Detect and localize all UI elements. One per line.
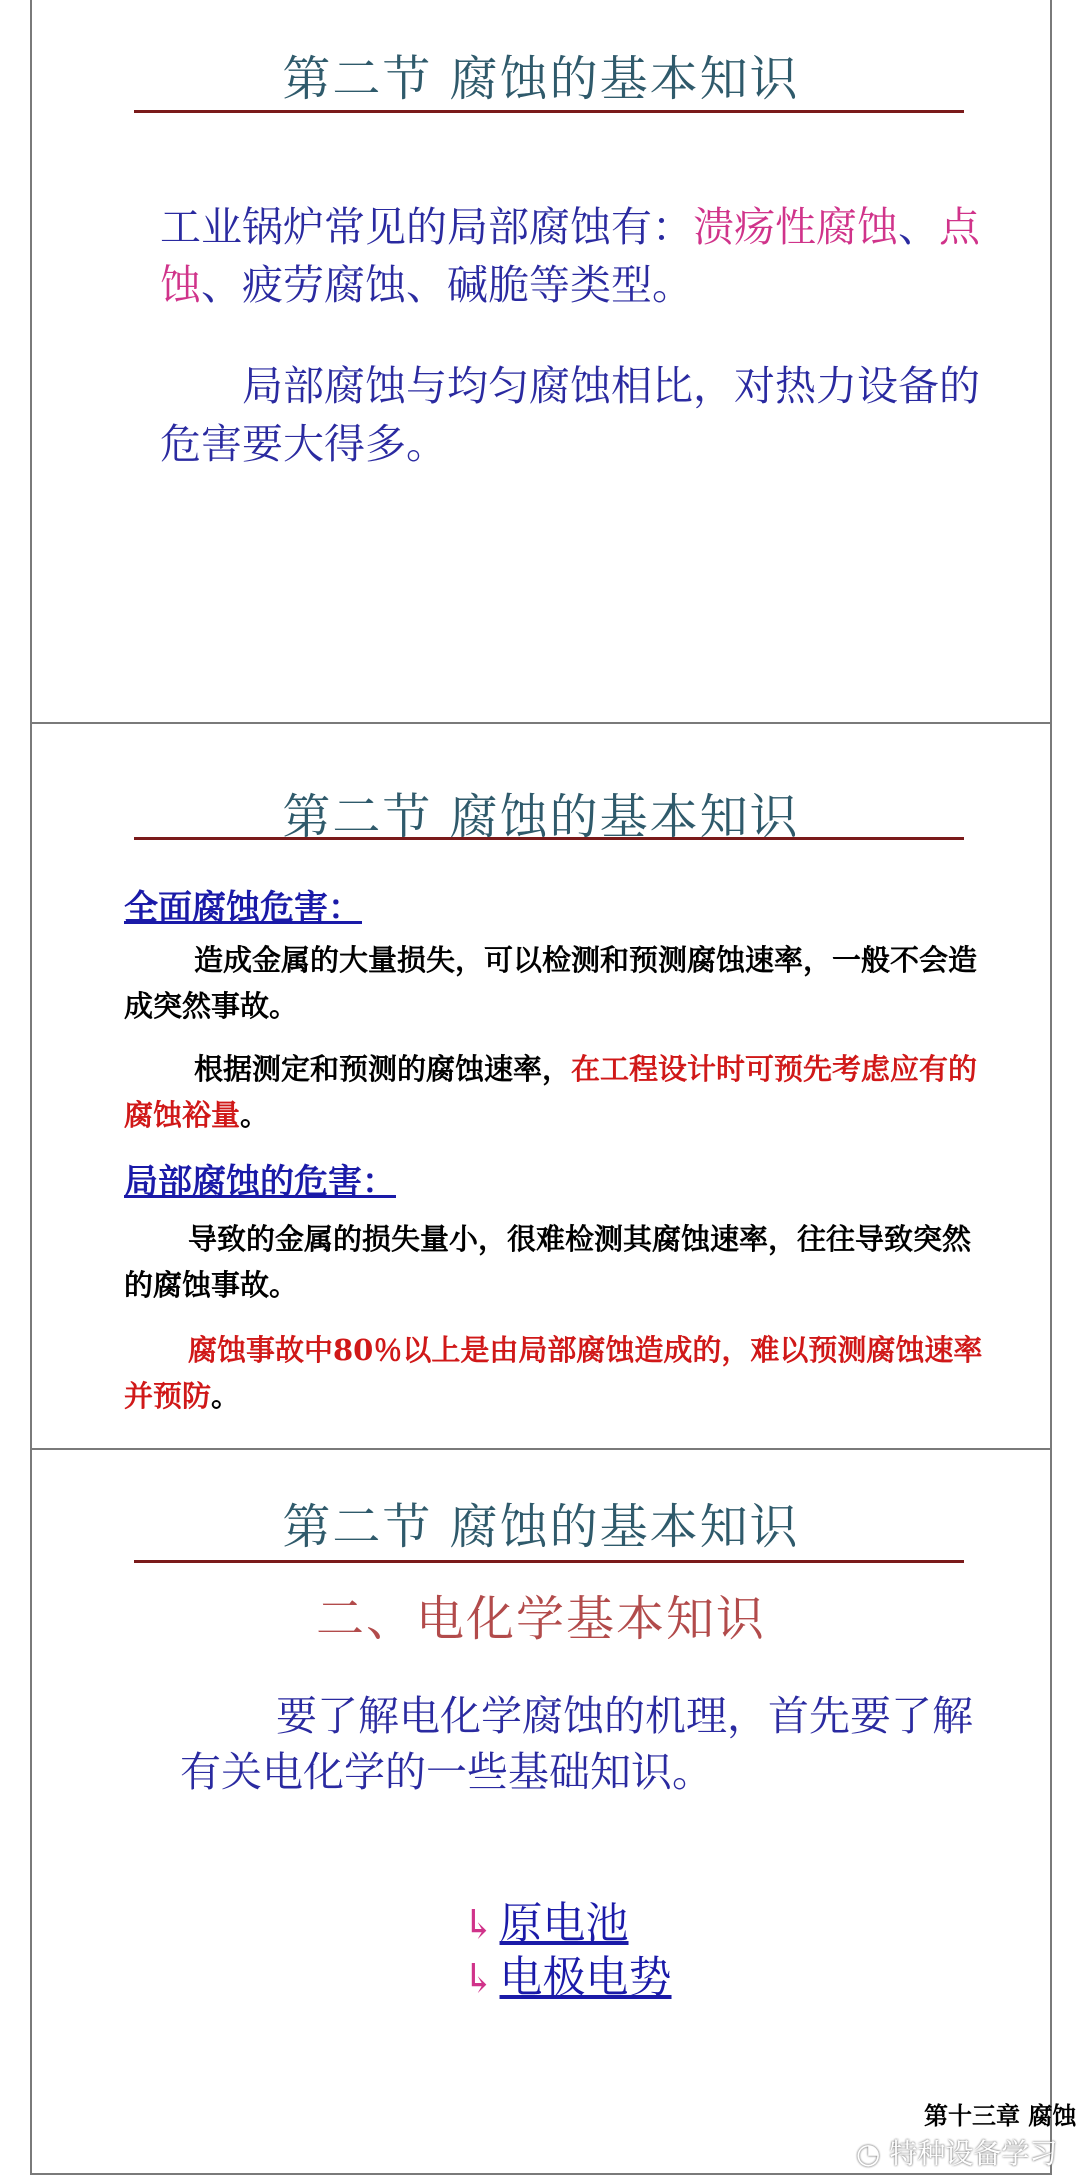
local-corrosion-types xyxy=(160,198,1020,314)
local-corrosion-heading: 局部腐蚀的危害： xyxy=(124,1162,396,1202)
slide-title: 第二节 腐蚀的基本知识 xyxy=(282,789,800,845)
slide-3 xyxy=(30,1448,1077,2175)
link-galvanic-cell[interactable] xyxy=(462,1890,629,1951)
slide-1 xyxy=(30,0,1052,724)
section-subtitle: 二、电化学基本知识 xyxy=(315,1591,766,1647)
accident-statistic-text xyxy=(124,1327,984,1419)
slide-title: 第二节 腐蚀的基本知识 xyxy=(282,1499,800,1555)
title-rule xyxy=(134,837,964,840)
curved-arrow-icon: ↳ xyxy=(462,1902,496,1948)
highlight-term: 溃疡性腐蚀 xyxy=(693,203,898,251)
uniform-corrosion-text: 造成金属的大量损失，可以检测和预测腐蚀速率，一般不会造成突然事故。 xyxy=(124,943,978,1023)
slide-title: 第二节 腐蚀的基本知识 xyxy=(282,51,800,107)
link-electrode-potential[interactable] xyxy=(462,1944,672,2005)
uniform-corrosion-heading: 全面腐蚀危害： xyxy=(124,888,362,928)
highlight-text: 在工程设计时可预先考虑应有的腐蚀裕量 xyxy=(124,1052,978,1132)
slide-2 xyxy=(30,722,1052,1450)
local-corrosion-text: 导致的金属的损失量小，很难检测其腐蚀速率，往往导致突然的腐蚀事故。 xyxy=(124,1222,972,1302)
local-vs-uniform-paragraph: 局部腐蚀与均匀腐蚀相比，对热力设备的危害要大得多。 xyxy=(160,362,980,468)
watermark xyxy=(856,2132,1057,2172)
slide-footer: 第十三章 腐蚀 xyxy=(924,2102,1077,2130)
highlight-term: 点蚀 xyxy=(160,203,980,309)
link-label: 原电池 xyxy=(499,1899,629,1949)
text-segment: 、疲劳腐蚀、碱脆等类型。 xyxy=(201,261,693,309)
link-label: 电极电势 xyxy=(499,1953,672,2003)
chat-bubble-icon: ◔ xyxy=(856,2137,881,2170)
highlight-text: 腐蚀事故中80％以上是由局部腐蚀造成的，难以预测腐蚀速率并预防 xyxy=(124,1333,983,1413)
title-rule xyxy=(134,110,964,113)
text-segment: 、 xyxy=(898,203,939,251)
curved-arrow-icon: ↳ xyxy=(462,1956,496,2002)
electrochem-intro: 要了解电化学腐蚀的机理，首先要了解有关电化学的一些基础知识。 xyxy=(180,1692,973,1796)
design-allowance-text xyxy=(124,1046,984,1138)
text-segment: 。 xyxy=(240,1098,270,1132)
title-rule xyxy=(134,1560,964,1563)
text-segment: 工业锅炉常见的局部腐蚀有： xyxy=(160,203,693,251)
text-segment: 。 xyxy=(211,1379,241,1413)
text-segment: 根据测定和预测的腐蚀速率， xyxy=(194,1052,572,1086)
watermark-text: 特种设备学习 xyxy=(889,2137,1058,2170)
